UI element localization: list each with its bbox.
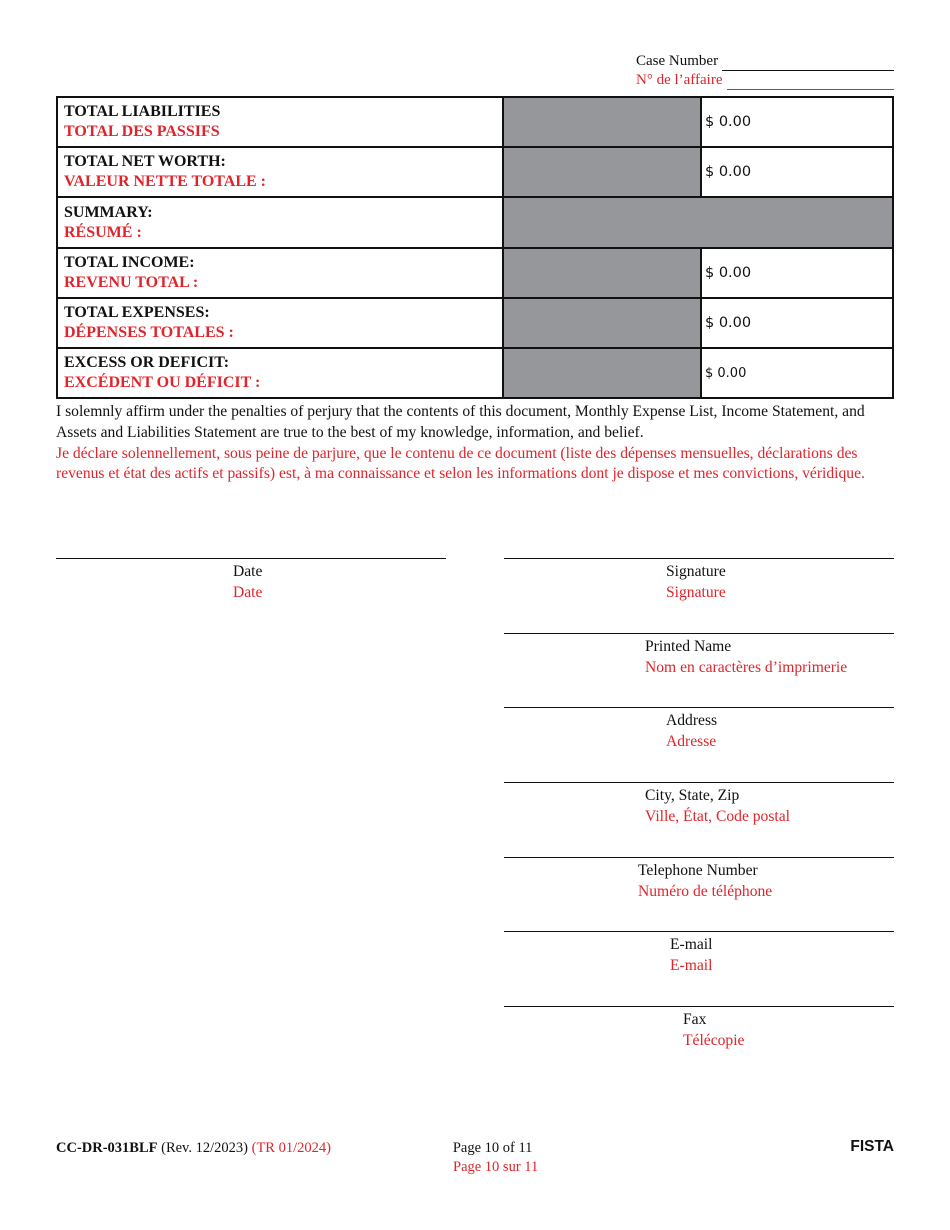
label-fr: Ville, État, Code postal [645, 808, 791, 825]
value-text: $ 0.00 [705, 114, 752, 130]
table-row [57, 97, 893, 147]
label-fr: Télécopie [683, 1032, 745, 1049]
row-label [57, 97, 503, 147]
label-fr: TOTAL DES PASSIFS [64, 123, 220, 140]
address-label [666, 710, 717, 752]
row-label [57, 197, 503, 248]
value-text: $ 0.00 [705, 265, 752, 281]
label-fr: Date [233, 584, 263, 601]
label-fr: REVENU TOTAL : [64, 274, 199, 291]
email-line[interactable] [504, 931, 894, 932]
email-label [670, 934, 712, 976]
table-row [57, 348, 893, 398]
label-en: E-mail [670, 936, 713, 953]
form-id: CC-DR-031BLF [56, 1140, 158, 1156]
label-en: Fax [683, 1011, 707, 1028]
label-en: TOTAL EXPENSES: [64, 304, 210, 321]
total-expenses-value[interactable] [701, 298, 893, 348]
total-liabilities-value[interactable] [701, 97, 893, 147]
label-en: Address [666, 712, 718, 729]
printed-name-label [645, 636, 847, 678]
form-identifier [56, 1139, 331, 1158]
fax-line[interactable] [504, 1006, 894, 1007]
summary-shaded-cell [503, 197, 893, 248]
page-number-en: Page 10 of 11 [452, 1140, 533, 1156]
affirmation-fr: Je déclare solennellement, sous peine de parjure, que le contenu de ce document (liste des dépenses mensuelles, déclarations des revenus et état des actifs et passifs) est, à ma connaissance et selon les informations dont je dispose et mes convictions, véridique. [56, 444, 865, 483]
label-fr: VALEUR NETTE TOTALE : [64, 173, 266, 190]
table-row [57, 197, 893, 248]
label-en: Date [233, 563, 263, 580]
shaded-cell [503, 298, 701, 348]
fax-label [683, 1009, 744, 1051]
form-translation-date: (TR 01/2024) [251, 1140, 331, 1156]
date-label [233, 561, 262, 603]
value-text: $ 0.00 [705, 365, 747, 381]
date-line[interactable] [56, 558, 446, 559]
label-fr: EXCÉDENT OU DÉFICIT : [64, 374, 261, 391]
brand-label: FISTA [850, 1138, 894, 1155]
excess-deficit-value[interactable] [701, 348, 893, 398]
table-row [57, 147, 893, 197]
label-en: City, State, Zip [645, 787, 740, 804]
shaded-cell [503, 97, 701, 147]
label-en: TOTAL LIABILITIES [64, 103, 221, 120]
case-number-block [636, 52, 894, 90]
label-fr: Signature [666, 584, 726, 601]
signature-line[interactable] [504, 558, 894, 559]
value-text: $ 0.00 [705, 315, 752, 331]
city-state-zip-line[interactable] [504, 782, 894, 783]
label-fr: Adresse [666, 733, 717, 750]
row-label [57, 298, 503, 348]
row-label [57, 248, 503, 298]
telephone-label [638, 860, 772, 902]
label-fr: DÉPENSES TOTALES : [64, 324, 234, 341]
case-number-field[interactable] [722, 56, 894, 71]
value-text: $ 0.00 [705, 164, 752, 180]
label-fr: Nom en caractères d’imprimerie [645, 659, 848, 676]
shaded-cell [503, 348, 701, 398]
label-en: SUMMARY: [64, 203, 153, 221]
signature-label [666, 561, 726, 603]
label-en: TOTAL NET WORTH: [64, 153, 226, 170]
label-en: Telephone Number [638, 862, 758, 879]
label-en: Printed Name [645, 638, 732, 655]
page-number [447, 1139, 538, 1177]
case-number-label-fr: N° de l’affaire [636, 72, 723, 88]
label-fr: Numéro de téléphone [638, 883, 773, 900]
shaded-cell [503, 248, 701, 298]
row-label [57, 147, 503, 197]
page-number-fr: Page 10 sur 11 [453, 1159, 539, 1175]
case-number-field-fr [727, 75, 894, 90]
total-net-worth-value[interactable] [701, 147, 893, 197]
city-state-zip-label [645, 785, 790, 827]
label-fr: E-mail [670, 957, 713, 974]
label-en: TOTAL INCOME: [64, 254, 195, 271]
case-number-label: Case Number [636, 53, 719, 69]
telephone-line[interactable] [504, 857, 894, 858]
affirmation-text [56, 402, 876, 485]
shaded-cell [503, 147, 701, 197]
table-row [57, 298, 893, 348]
total-income-value[interactable] [701, 248, 893, 298]
table-row [57, 248, 893, 298]
label-en: EXCESS OR DEFICIT: [64, 354, 230, 371]
label-fr: RÉSUMÉ : [64, 223, 142, 241]
label-en: Signature [666, 563, 726, 580]
printed-name-line[interactable] [504, 633, 894, 634]
address-line[interactable] [504, 707, 894, 708]
row-label [57, 348, 503, 398]
affirmation-en: I solemnly affirm under the penalties of perjury that the contents of this document, Monthly Expense List, Income Statement, and Assets and Liabilities Statement are true to the best of my knowledge, information, and belief. [56, 403, 865, 441]
financial-summary-table [56, 96, 894, 399]
form-revision: (Rev. 12/2023) [161, 1140, 248, 1156]
